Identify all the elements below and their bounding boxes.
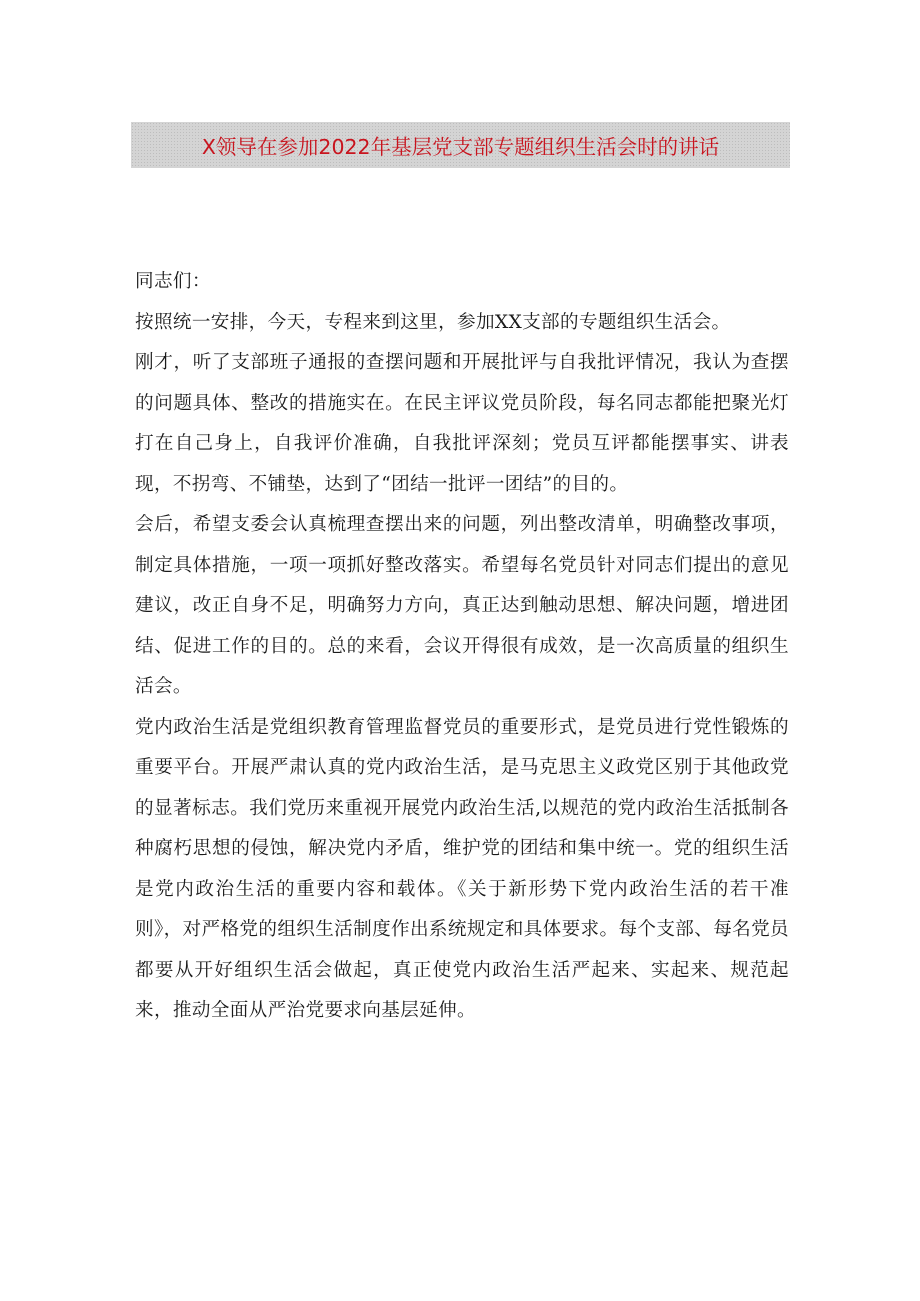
document-title: X领导在参加2022年基层党支部专题组织生活会时的讲话 bbox=[201, 135, 720, 159]
greeting: 同志们： bbox=[135, 271, 211, 292]
title-banner bbox=[131, 122, 790, 168]
paragraph-2: 刚才，听了支部班子通报的查摆问题和开展批评与自我批评情况，我认为查摆的问题具体、整改的措施实在。在民主评议党员阶段，每名同志都能把聚光灯打在自己身上，自我评价准确，自我批评深刻；党员互评都能摆事实、讲表现，不拐弯、不铺垫，达到了“团结一批评一团结”的目的。 bbox=[135, 352, 789, 495]
paragraph-1: 按照统一安排，今天，专程来到这里，参加XX支部的专题组织生活会。 bbox=[135, 311, 731, 333]
document-body bbox=[135, 262, 789, 1032]
paragraph-3: 会后，希望支委会认真梳理查摆出来的问题，列出整改清单，明确整改事项，制定具体措施，一项一项抓好整改落实。希望每名党员针对同志们提出的意见建议，改正自身不足，明确努力方向，真正达到触动思想、解决问题，增进团结、促进工作的目的。总的来看，会议开得很有成效，是一次高质量的组织生活会。 bbox=[135, 514, 789, 697]
paragraph-4: 党内政治生活是党组织教育管理监督党员的重要形式，是党员进行党性锻炼的重要平台。开展严肃认真的党内政治生活，是马克思主义政党区别于其他政党的显著标志。我们党历来重视开展党内政治生活,以规范的党内政治生活抵制各种腐朽思想的侵蚀，解决党内矛盾，维护党的团结和集中统一。党的组织生活是党内政治生活的重要内容和载体。《关于新形势下党内政治生活的若干准则》，对严格党的组织生活制度作出系统规定和具体要求。每个支部、每名党员都要从开好组织生活会做起，真正使党内政治生活严起来、实起来、规范起来，推动全面从严治党要求向基层延伸。 bbox=[135, 716, 789, 1021]
